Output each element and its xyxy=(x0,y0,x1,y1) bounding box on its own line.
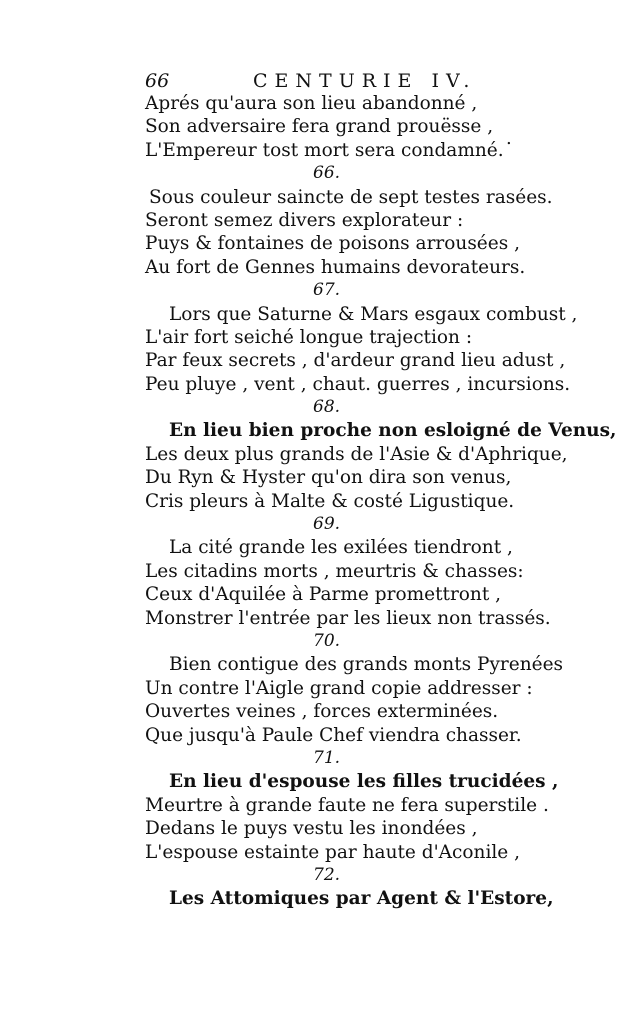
quatrain-number: 72. xyxy=(313,864,341,885)
quatrain-number: 68. xyxy=(313,397,341,418)
verse-line: Sous couleur saincte de sept testes rasées. xyxy=(149,186,553,208)
verse-line: Au fort de Gennes humains devorateurs. xyxy=(145,256,526,278)
verse-line: Cris pleurs à Malte & costé Ligustique. xyxy=(145,490,515,512)
verse-line: Aprés qu'aura son lieu abandonné , xyxy=(145,93,478,114)
page-number: 66 xyxy=(145,70,170,92)
quatrain-number: 67. xyxy=(313,280,341,301)
stray-mark: . xyxy=(506,128,512,149)
quatrain-number: 71. xyxy=(313,747,341,768)
verse-line: Son adversaire fera grand prouësse , xyxy=(145,116,494,138)
verse-line: En lieu bien proche non esloigné de Venus, xyxy=(169,420,617,442)
verse-line: Seront semez divers explorateur : xyxy=(145,209,464,231)
verse-line: Puys & fontaines de poisons arrousées , xyxy=(145,233,520,255)
quatrain-number: 70. xyxy=(313,630,341,651)
verse-line: Du Ryn & Hyster qu'on dira son venus, xyxy=(145,467,512,489)
verse-line: Les citadins morts , meurtris & chasses: xyxy=(145,560,524,582)
running-title: CENTURIE IV. xyxy=(253,70,477,92)
verse-line: En lieu d'espouse les filles trucidées , xyxy=(169,771,559,793)
quatrain-number: 66. xyxy=(313,163,341,184)
verse-line: Que jusqu'à Paule Chef viendra chasser. xyxy=(145,724,522,746)
verse-line: Ceux d'Aquilée à Parme promettront , xyxy=(145,584,502,606)
verse-line: L'Empereur tost mort sera condamné. xyxy=(145,139,504,161)
verse-line: L'air fort seiché longue trajection : xyxy=(145,326,473,348)
page-header xyxy=(145,70,525,94)
verse-text xyxy=(145,92,617,911)
verse-line: Peu pluye , vent , chaut. guerres , incursions. xyxy=(145,373,571,395)
verse-line: Bien contigue des grands monts Pyrenées xyxy=(169,654,564,676)
quatrain-number: 69. xyxy=(313,514,341,535)
verse-line: Ouvertes veines , forces exterminées. xyxy=(145,701,499,723)
verse-line: Les deux plus grands de l'Asie & d'Aphrique, xyxy=(145,443,568,465)
verse-line: Par feux secrets , d'ardeur grand lieu adust , xyxy=(145,350,566,372)
verse-line: Dedans le puys vestu les inondées , xyxy=(145,818,478,840)
verse-line: Lors que Saturne & Mars esgaux combust , xyxy=(169,303,578,325)
verse-line: Un contre l'Aigle grand copie addresser : xyxy=(145,677,533,699)
verse-line: Monstrer l'entrée par les lieux non trassés. xyxy=(145,607,551,629)
verse-line: Meurtre à grande faute ne fera superstile . xyxy=(145,794,549,816)
verse-line: L'espouse estainte par haute d'Aconile , xyxy=(145,841,520,863)
verse-line: La cité grande les exilées tiendront , xyxy=(169,537,513,559)
verse-line: Les Attomiques par Agent & l'Estore, xyxy=(169,888,554,910)
